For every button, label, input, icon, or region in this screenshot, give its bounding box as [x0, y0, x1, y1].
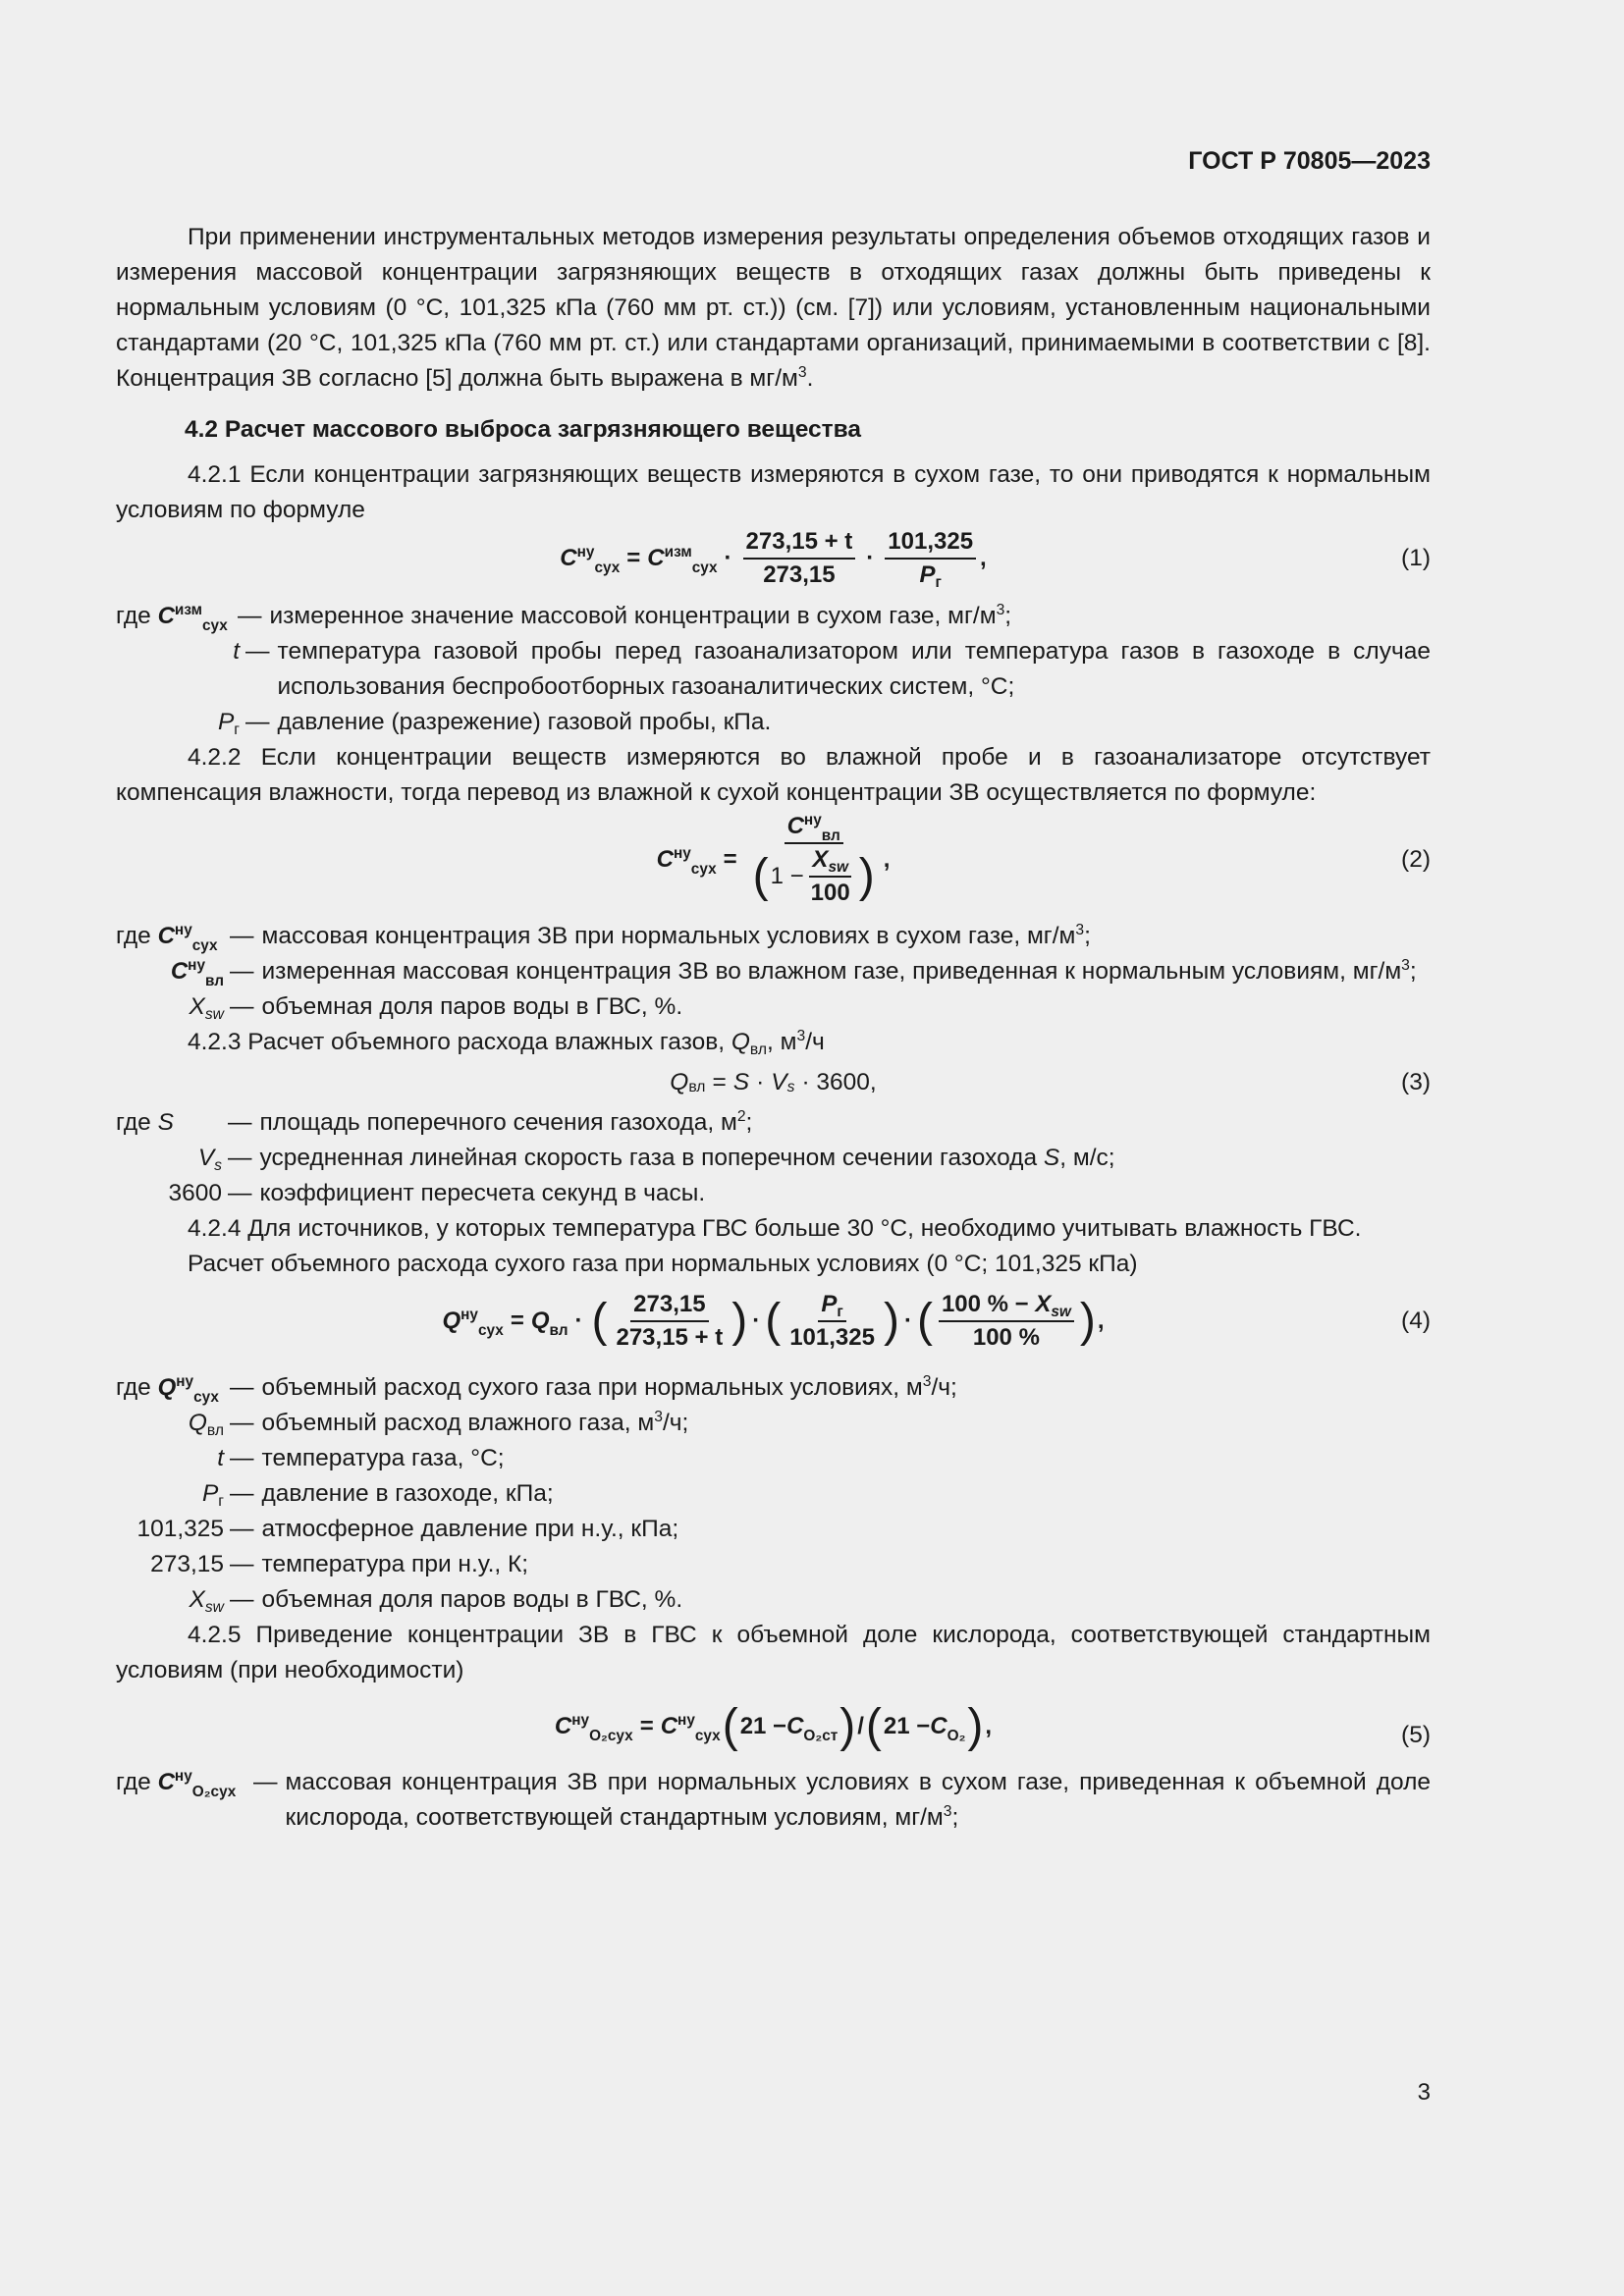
definitions-2 — [116, 919, 1431, 1025]
paragraph-4-2-3: 4.2.3 Расчет объемного расхода влажных газов, $Q_{вл}$, $м^3/ч$ — [188, 1028, 825, 1059]
definition-item: $C^{ну}_{вл}$ — измеренная массовая концентрация ЗВ во влажном газе, приведенная к нормальным условиям, $мг/м^3$; — [170, 956, 1417, 989]
definitions-5 — [116, 1765, 1431, 1836]
formula-5-number: (5) — [1401, 1722, 1431, 1749]
definition-item: $V_s$ — усредненная линейная скорость газа в поперечном сечении газохода S, м/с; — [197, 1145, 1115, 1175]
formula-1: $C^{ну}_{сух}$ = $C^{изм}_{сух}$ · $\frac{273,15 + t}{273,15}$ · $\frac{101,325}{P_г}$ , (1) — [560, 528, 1431, 592]
paragraph-4-2-5: 4.2.5 Приведение концентрации ЗВ в ГВС к объемной доле кислорода, соответствующей стандартным условиям (при необходимости) — [116, 1622, 1431, 1683]
definition-item: где $C^{изм}_{сух}$ — измеренное значение массовой концентрации в сухом газе, $мг/м^3$; — [116, 601, 1012, 634]
document-body — [116, 220, 1431, 1836]
paragraph-4-2-4-b: Расчет объемного расхода сухого газа при нормальных условиях (0 °С; 101,325 кПа) — [188, 1251, 1138, 1277]
definition-item: $Q_{вл}$ — объемный расход влажного газа, $м^3/ч$; — [188, 1409, 689, 1440]
definitions-3 — [116, 1105, 1431, 1211]
formula-2: $C^{ну}_{сух}$ = $C^{ну}_{вл}$ ( 1 − $\frac{X_{sw}}{100}$ ) , (2) — [656, 811, 1431, 906]
definition-item: где $Q^{ну}_{сух}$ — объемный расход сухого газа при нормальных условиях, $м^3/ч$; — [116, 1372, 957, 1406]
definition-item: $X_{sw}$ — объемная доля паров воды в ГВС, %. — [189, 993, 683, 1024]
definition-item: где S — площадь поперечного сечения газохода, $м^2$; — [116, 1108, 753, 1136]
page-number: 3 — [1417, 2079, 1431, 2106]
definition-item: $P_г$ — давление (разрежение) газовой пробы, кПа. — [217, 709, 772, 739]
paragraph-4-2-4: 4.2.4 Для источников, у которых температура ГВС больше 30 °С, необходимо учитывать влажность ГВС. — [188, 1215, 1362, 1242]
definition-item: $X_{sw}$ — объемная доля паров воды в ГВС, %. — [189, 1586, 683, 1617]
paragraph-4-2-1: 4.2.1 Если концентрации загрязняющих веществ измеряются в сухом газе, то они приводятся к нормальным условиям по формуле — [116, 461, 1431, 523]
formula-1-number: (1) — [1401, 545, 1431, 571]
formula-3: Q $_{вл}$ = S · V $_s$ · 3600, (3) — [116, 1060, 1431, 1105]
formula-2-number: (2) — [1401, 846, 1431, 873]
paragraph-4-2-2: 4.2.2 Если концентрации веществ измеряются во влажной пробе и в газоанализаторе отсутствует компенсация влажности, тогда перевод из влажной к сухой концентрации ЗВ осуществляется по формуле: — [116, 744, 1431, 806]
intro-paragraph: При применении инструментальных методов измерения результаты определения объемов отходящих газов и измерения массовой концентрации загрязняющих веществ в отходящих газах должны быть приведены к нормальным условиям (0 °С, 101,325 кПа (760 мм рт. ст.)) (см. [7]) или условиям, установленным национальными стандартами (20 °С, 101,325 кПа (760 мм рт. ст.) или стандартами организаций, принимаемыми в соответствии с [8]. Концентрация ЗВ согласно [5] должна быть выражена в $мг/м^3$. — [116, 224, 1431, 392]
definitions-1 — [116, 599, 1431, 740]
definition-item: t — температура газовой пробы перед газоанализатором или температура газов в газоходе в случае использования беспробоотборных газоаналитических систем, °С; — [233, 638, 1431, 700]
definition-item: где $C^{ну}_{сух}$ — массовая концентрация ЗВ при нормальных условиях в сухом газе, $мг/м^3$; — [116, 921, 1091, 954]
definition-item: 273,15 — температура при н.у., К; — [150, 1551, 529, 1577]
section-title: 4.2 Расчет массового выброса загрязняющего вещества — [185, 416, 862, 443]
definition-item: t — температура газа, °С; — [217, 1445, 505, 1471]
definition-item: 3600 — коэффициент пересчета секунд в часы. — [168, 1180, 706, 1206]
formula-4: $Q^{ну}_{сух}$ = $Q_{вл}$ · ( $\frac{273,15}{273,15 + t}$ ) · ( $\frac{P_г}{101,325}$ ) · ( $\frac{100 \% - X_{sw}}{100 \%}$ ) , (4) — [442, 1291, 1431, 1351]
formula-4-number: (4) — [1401, 1308, 1431, 1334]
formula-5: $C^{ну}_{O_2сух}$ = $C^{ну}_{сух}$ ( 21 − $C_{O_2ст}$ ) / ( 21 − $C_{O_2}$ ) , (5) — [554, 1700, 1431, 1752]
document-header: ГОСТ Р 70805—2023 — [1188, 147, 1431, 175]
definition-item: $P_г$ — давление в газоходе, кПа; — [201, 1480, 554, 1511]
definition-item: где $C^{ну}_{O_2сух}$ — массовая концентрация ЗВ при нормальных условиях в сухом газе, приведенная к объемной доле кислорода, соответствующей стандартным условиям, $мг/м^3$; — [116, 1767, 1431, 1831]
definitions-4 — [116, 1370, 1431, 1618]
formula-3-number: (3) — [1401, 1069, 1431, 1095]
definition-item: 101,325 — атмосферное давление при н.у., кПа; — [136, 1516, 679, 1542]
